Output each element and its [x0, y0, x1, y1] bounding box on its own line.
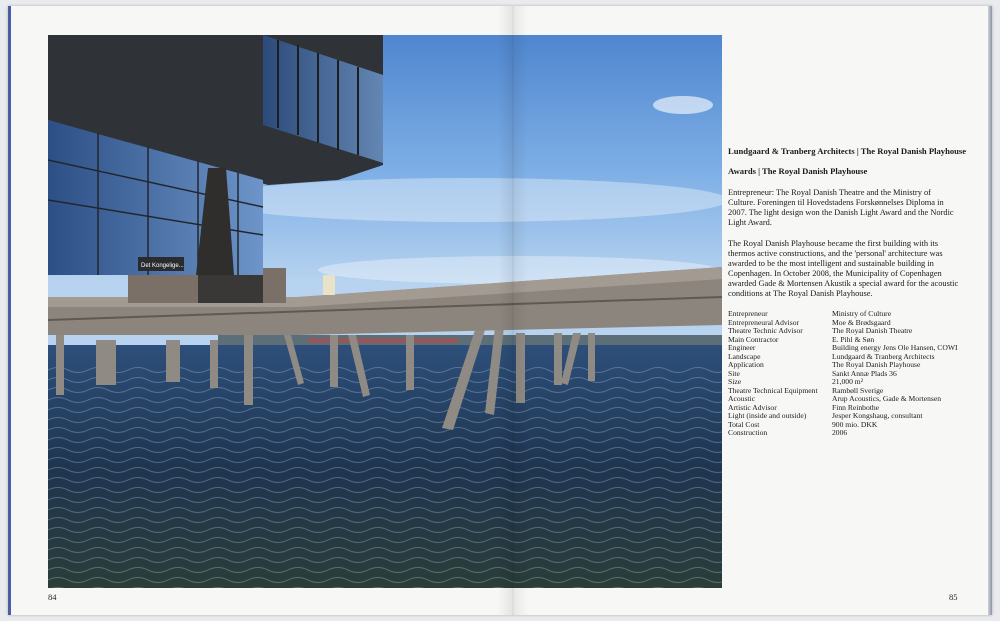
credit-label: Theatre Technic Advisor [728, 326, 803, 336]
right-book-edge [988, 6, 992, 615]
credit-value: 900 mio. DKK [832, 419, 878, 429]
article-subheading: Awards | The Royal Danish Playhouse [728, 166, 868, 177]
article-paragraph: The Royal Danish Playhouse became the first building with its thermos active constructions, and the 'personal' architecture was awarded to be the most intelligent and sustainable building in Copenhagen. In October 2008, the Municipality of Copenhagen awarded Gade & Mortensen Akustik a special award for the acoustic conditions at The Royal Danish Playhouse. [728, 238, 959, 299]
credit-label: Artistic Advisor [728, 402, 777, 412]
credit-label: Acoustic [728, 394, 755, 404]
credit-label: Size [728, 377, 742, 387]
credit-label: Entrepreneur [728, 309, 768, 319]
credit-label: Light (inside and outside) [728, 411, 807, 421]
book-spine-shadow [498, 6, 528, 615]
credit-label: Total Cost [728, 419, 760, 429]
playhouse-photo [48, 35, 722, 588]
credit-label: Main Contractor [728, 334, 779, 344]
credit-value: The Royal Danish Theatre [832, 326, 913, 336]
credit-value: Building energy Jens Ole Hansen, COWI [832, 343, 958, 353]
credit-value: Jesper Kongshaug, consultant [832, 411, 923, 421]
credit-value: The Royal Danish Playhouse [832, 360, 921, 370]
credit-value: Sankt Annæ Plads 36 [832, 368, 897, 378]
building-sign: Det Kongelige... [141, 263, 184, 269]
book-spread [8, 6, 992, 615]
credit-value: 2006 [832, 428, 848, 438]
credit-value: Finn Reinbothe [832, 402, 880, 412]
credit-label: Landscape [728, 351, 761, 361]
credit-value: 21,000 m² [832, 377, 863, 387]
article-heading: Lundgaard & Tranberg Architects | The Royal Danish Playhouse [728, 146, 967, 156]
credit-value: Moe & Brødsgaard [832, 317, 891, 327]
page-number-left: 84 [48, 592, 57, 602]
credit-value: Ministry of Culture [832, 309, 892, 319]
article-text-column [728, 146, 967, 438]
credits-table [728, 310, 960, 438]
credit-value: Lundgaard & Tranberg Architects [832, 351, 935, 361]
credit-label: Construction [728, 428, 768, 438]
credit-label: Theatre Technical Equipment [728, 385, 818, 395]
article-paragraph: Entrepreneur: The Royal Danish Theatre and the Ministry of Culture. Foreningen til Hovedstadens Forskønnelses Diploma in 2007. The light design won the Danish Light Award and the Nordic Light Award. [728, 187, 954, 227]
left-book-edge [8, 6, 11, 615]
page-number-right: 85 [949, 592, 958, 602]
credit-label: Entrepreneural Advisor [728, 317, 800, 327]
credit-label: Application [728, 360, 764, 370]
credit-label: Engineer [728, 343, 756, 353]
credit-value: Arup Acoustics, Gade & Mortensen [832, 394, 942, 404]
credit-label: Site [728, 368, 740, 378]
credit-value: E. Pihl & Søn [832, 334, 875, 344]
credit-value: Rambøll Sverige [832, 385, 884, 395]
